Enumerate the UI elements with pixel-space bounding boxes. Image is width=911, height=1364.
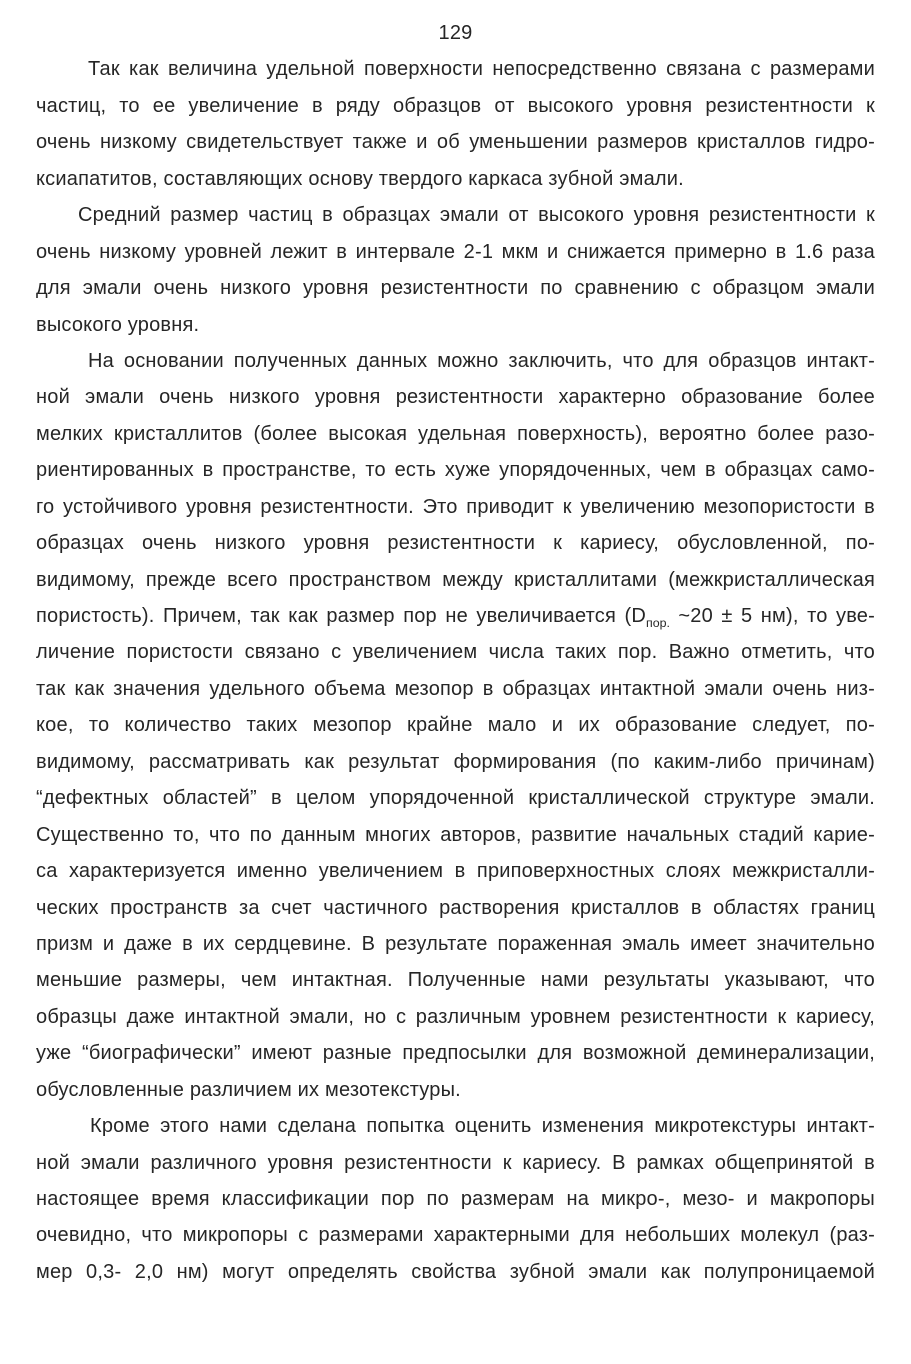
text-line: са характеризуется именно увеличением в приповерхностных слоях межкристалли- [36,860,875,883]
text-line: “дефектных областей” в целом упорядоченной кристаллической структуре эмали. [36,787,875,810]
text-line: меньшие размеры, чем интактная. Полученные нами результаты указывают, что [36,969,875,992]
text-line: образцах очень низкого уровня резистентности к кариесу, обусловленной, по- [36,532,875,555]
text-segment: пористость). Причем, так как размер пор не увеличивается (D [36,605,646,627]
text-line: очень низкому уровней лежит в интервале 2-1 мкм и снижается примерно в 1.6 раза [36,240,875,263]
text-segment: ~20 ± 5 нм), то уве- [669,605,875,627]
text-line: так как значения удельного объема мезопор в образцах интактной эмали очень низ- [36,677,875,700]
text-line: обусловленные различием их мезотекстуры. [36,1078,461,1101]
subscript: пор. [645,616,670,630]
text-line: очень низкому свидетельствует также и об уменьшении размеров кристаллов гидро- [36,131,875,154]
paragraph [36,343,875,1108]
text-line: Существенно то, что по данным многих авторов, развитие начальных стадий карие- [36,823,875,846]
text-line: видимому, рассматривать как результат формирования (по каким-либо причинам) [36,750,875,773]
text-line: На основании полученных данных можно заключить, что для образцов интакт- [88,349,875,372]
text-line: Так как величина удельной поверхности непосредственно связана с размерами [88,58,875,81]
paragraph [36,197,875,343]
text-line: настоящее время классификации пор по размерам на микро-, мезо- и макропоры [36,1188,875,1210]
text-line: высокого уровня. [36,313,200,336]
text-line: ной эмали различного уровня резистентности к кариесу. В рамках общепринятой в [36,1151,875,1174]
text-line: личение пористости связано с увеличением числа таких пор. Важно отметить, что [36,641,875,664]
text-line: го устойчивого уровня резистентности. Это приводит к увеличению мезопористости в [36,495,875,518]
text-line: кое, то количество таких мезопор крайне мало и их образование следует, по- [36,714,875,737]
page-body [36,51,875,1290]
text-line: мер 0,3- 2,0 нм) могут определять свойства зубной эмали как полупроницаемой [36,1260,875,1283]
text-line: частиц, то ее увеличение в ряду образцов от высокого уровня резистентности к [36,94,875,117]
paragraph [36,1108,875,1290]
text-line: мелких кристаллитов (более высокая удельная поверхность), вероятно более разо- [36,422,875,445]
page-number: 129 [438,22,473,44]
paragraph [36,51,875,197]
text-line: уже “биографически” имеют разные предпосылки для возможной деминерализации, [36,1042,875,1065]
text-line: образцы даже интактной эмали, но с различным уровнем резистентности к кариесу, [36,1005,875,1028]
text-line: ксиапатитов, составляющих основу твердого каркаса зубной эмали. [36,167,684,190]
text-line: Кроме этого нами сделана попытка оценить изменения микротекстуры интакт- [90,1115,875,1138]
text-line: видимому, прежде всего пространством между кристаллитами (межкристаллическая [36,568,875,591]
text-line: риентированных в пространстве, то есть хуже упорядоченных, чем в образцах само- [36,459,875,482]
text-line [36,598,875,634]
text-line: Средний размер частиц в образцах эмали от высокого уровня резистентности к [78,204,875,227]
text-line: очевидно, что микропоры с размерами характерными для небольших молекул (раз- [36,1224,875,1247]
text-line: ной эмали очень низкого уровня резистентности характерно образование более [36,386,875,409]
text-line: призм и даже в их сердцевине. В результате пораженная эмаль имеет значительно [36,932,875,955]
text-line: ческих пространств за счет частичного растворения кристаллов в областях границ [36,896,875,919]
text-line: для эмали очень низкого уровня резистентности по сравнению с образцом эмали [36,277,875,300]
